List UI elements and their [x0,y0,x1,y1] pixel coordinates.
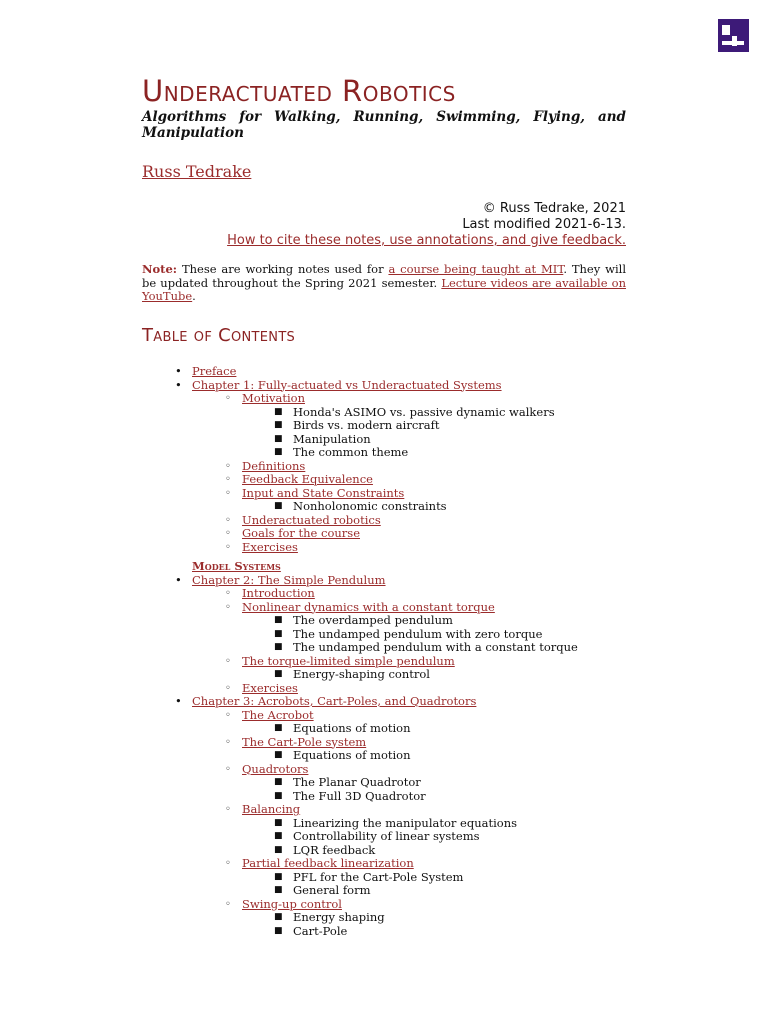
toc-subitem: The overdamped pendulum [293,613,453,627]
toc-bullet-icon: ◦ [225,474,231,485]
toc-bullet-icon: ■ [274,628,283,639]
logo-mark-part [722,25,730,35]
toc-subitem: Honda's ASIMO vs. passive dynamic walkers [293,404,555,419]
toc-heading: Table of Contents [142,325,296,346]
toc-bullet-icon: ■ [274,406,283,417]
copyright-text: © Russ Tedrake, 2021 [482,201,626,216]
toc-subitem: The undamped pendulum with zero torque [293,626,543,641]
toc-item-link[interactable]: Input and State Constraints [242,485,405,500]
meta-block [142,201,626,249]
toc-subitem: The undamped pendulum with a constant torque [293,640,578,654]
toc-bullet-icon: ◦ [225,709,231,721]
toc-bullet-icon: ■ [274,817,283,828]
toc-section-link[interactable]: Model Systems [192,559,281,573]
toc-subitem: Linearizing the manipulator equations [293,815,518,830]
toc-bullet-icon: ■ [274,723,283,733]
toc-bullet-icon: ■ [274,615,283,625]
last-modified-text: Last modified 2021-6-13. [462,217,626,232]
toc-subitem: Manipulation [293,431,371,446]
cite-link[interactable]: How to cite these notes, use annotations, and give feedback. [227,233,626,248]
note-text: These are working notes used for [177,262,389,276]
toc-bullet-icon: ◦ [225,541,231,553]
toc-subitem: General form [293,883,371,897]
toc-item-link[interactable]: The Cart-Pole system [242,734,367,749]
toc-subitem: Birds vs. modern aircraft [293,418,440,432]
toc-bullet-icon: ■ [274,925,283,936]
toc-bullet-icon: ◦ [225,487,231,499]
toc-bullet-icon: ■ [274,750,283,760]
toc-item-link[interactable]: Partial feedback linearization [242,856,414,870]
note-label: Note: [142,262,178,276]
toc-subitem: The common theme [293,445,409,459]
toc-item-link[interactable]: Preface [192,364,237,378]
toc-item-link[interactable]: Goals for the course [242,526,360,540]
toc-bullet-icon: ■ [274,669,283,679]
toc-item-link[interactable]: Definitions [242,458,306,473]
page-title: Underactuated Robotics [142,74,456,108]
youtube-link[interactable]: Lecture videos are available on YouTube [142,275,626,303]
toc-subitem: Equations of motion [293,721,411,735]
toc-item-link[interactable]: Nonlinear dynamics with a constant torque [242,599,495,614]
toc-bullet-icon: ■ [274,777,283,787]
toc-bullet-icon: ◦ [225,655,231,667]
toc-item-link[interactable]: Quadrotors [242,761,309,776]
toc-bullet-icon: ■ [274,912,283,922]
toc-bullet-icon: ■ [274,642,283,652]
toc-bullet-icon: ◦ [225,763,231,775]
toc-item-link[interactable]: Exercises [242,539,298,554]
toc-item-link[interactable]: Chapter 3: Acrobots, Cart-Poles, and Quadrotors [192,694,477,708]
toc-subitem: Nonholonomic constraints [293,499,447,513]
page-subtitle: Algorithms for Walking, Running, Swimming, Flying, and Manipulation [142,109,626,141]
toc-item-link[interactable]: The torque-limited simple pendulum [242,653,455,668]
toc-bullet-icon: ◦ [225,528,231,539]
note-text: . [192,289,196,303]
toc-item-link[interactable]: Exercises [242,680,298,695]
toc-subitem: Equations of motion [293,748,411,762]
toc-item-link[interactable]: Motivation [242,391,305,405]
toc-bullet-icon: ■ [274,433,283,444]
course-link[interactable]: a course being taught at MIT [388,262,564,276]
toc-bullet-icon: ◦ [225,393,231,404]
toc-bullet-icon: ◦ [225,804,231,815]
toc-subitem: The Full 3D Quadrotor [293,788,426,803]
toc-subitem: LQR feedback [293,842,376,857]
toc-bullet-icon: ■ [274,871,283,882]
toc-item-link[interactable]: Swing-up control [242,896,342,911]
toc-bullet-icon: ◦ [225,514,231,526]
toc-subitem: Energy-shaping control [293,667,430,681]
toc-bullet-icon: ■ [274,447,283,457]
note-text: . They will be updated throughout the Spring 2021 semester. [142,262,626,290]
toc-item-link[interactable]: Introduction [242,586,315,600]
toc-bullet-icon: ■ [274,831,283,841]
toc-bullet-icon: ◦ [225,898,231,910]
toc-bullet-icon: ■ [274,885,283,895]
logo-icon[interactable] [718,19,749,52]
toc-bullet-icon: ■ [274,844,283,855]
toc-bullet-icon: • [175,694,182,708]
toc-bullet-icon: ◦ [225,601,231,613]
toc-bullet-icon: ■ [274,501,283,511]
toc-subitem: The Planar Quadrotor [293,775,421,789]
toc-bullet-icon: • [175,364,182,378]
toc-subitem: PFL for the Cart-Pole System [293,869,464,884]
author-link[interactable]: Russ Tedrake [142,162,252,181]
toc-item-link[interactable]: Balancing [242,802,301,816]
note-paragraph [142,263,626,304]
toc-bullet-icon: ◦ [225,588,231,599]
toc-subitem: Energy shaping [293,910,385,924]
toc-subitem: Controllability of linear systems [293,829,480,843]
toc-subitem: Cart-Pole [293,923,348,938]
toc-bullet-icon: ■ [274,420,283,430]
toc-item-link[interactable]: Chapter 1: Fully-actuated vs Underactuated Systems [192,377,502,392]
toc-bullet-icon: • [175,377,182,392]
toc-item-link[interactable]: Underactuated robotics [242,512,381,527]
toc-bullet-icon: ◦ [225,460,231,472]
toc-bullet-icon: ◦ [225,858,231,869]
toc-item-link[interactable]: Chapter 2: The Simple Pendulum [192,572,386,587]
toc-bullet-icon: ◦ [225,682,231,694]
toc-bullet-icon: ◦ [225,736,231,748]
logo-mark-part [722,41,744,45]
toc-item-link[interactable]: Feedback Equivalence [242,472,373,486]
toc-item-link[interactable]: The Acrobot [242,707,314,722]
toc-bullet-icon: ■ [274,790,283,801]
toc-bullet-icon: • [175,572,182,587]
